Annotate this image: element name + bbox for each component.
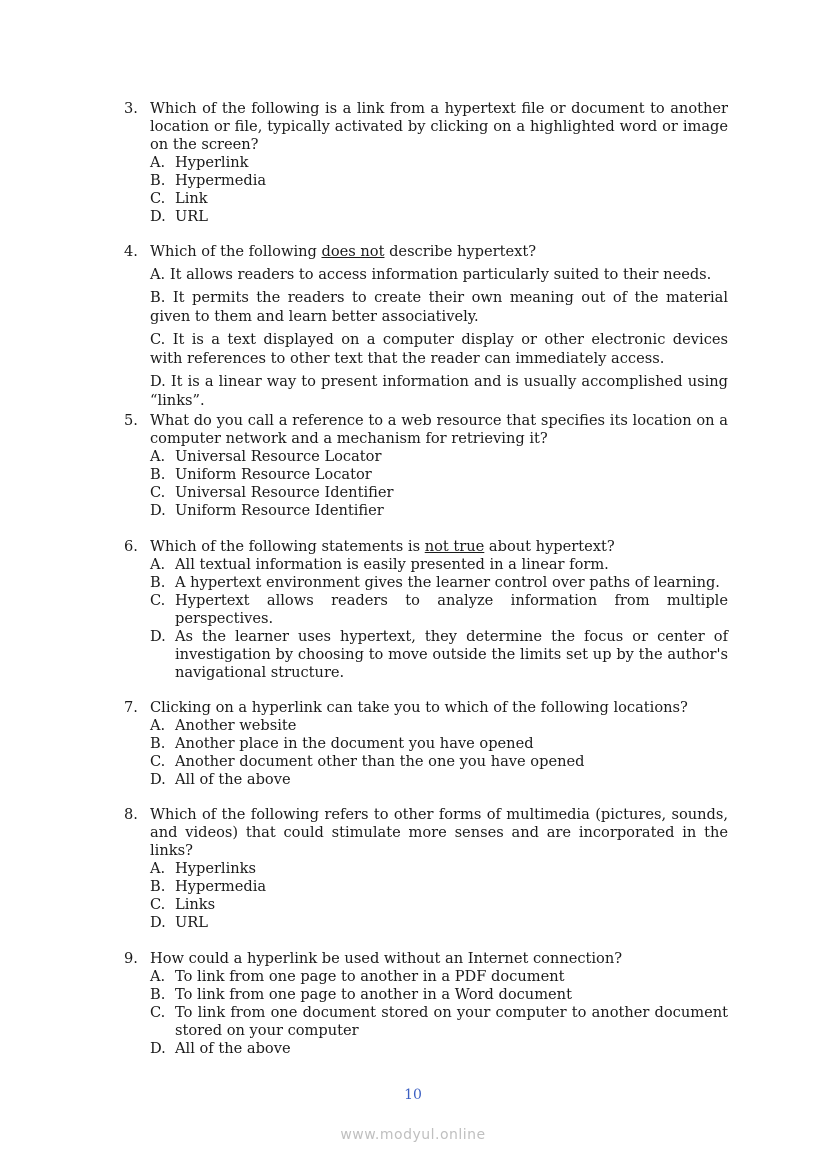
option-b: B. To link from one page to another in a Word document — [150, 986, 572, 1003]
question-6 — [124, 538, 728, 682]
options-list — [150, 717, 728, 789]
question-8 — [124, 806, 728, 932]
watermark: www.modyul.online — [340, 1127, 486, 1143]
question-7 — [124, 699, 728, 789]
option-a: A. Universal Resource Locator — [150, 448, 382, 465]
question-text: Which of the following does not describe hypertext? — [150, 243, 537, 260]
option-b: B. It permits the readers to create their own meaning out of the material given to them and learn better associatively. — [150, 288, 728, 325]
option-b: B. Uniform Resource Locator — [150, 466, 372, 483]
options-list — [150, 968, 728, 1058]
options-list — [150, 154, 728, 226]
question-3 — [124, 100, 728, 226]
option-d: D. All of the above — [150, 771, 291, 788]
options-list — [150, 556, 728, 682]
question-number: 7. — [124, 699, 138, 716]
question-text: Which of the following statements is not true about hypertext? — [150, 538, 615, 555]
option-c: C. Hypertext allows readers to analyze information from multiple perspectives. — [150, 592, 728, 627]
question-text: Clicking on a hyperlink can take you to which of the following locations? — [150, 699, 688, 716]
option-d: D. URL — [150, 208, 208, 225]
question-9 — [124, 950, 728, 1058]
option-a: A. To link from one page to another in a PDF document — [150, 968, 565, 985]
option-d: D. Uniform Resource Identifier — [150, 502, 384, 519]
option-d: D. As the learner uses hypertext, they determine the focus or center of investigation by choosing to move outside the limits set up by the author's navigational structure. — [150, 628, 728, 681]
option-b: B. Hypermedia — [150, 172, 267, 189]
question-5 — [124, 412, 728, 520]
option-a: A. It allows readers to access information particularly suited to their needs. — [150, 266, 712, 283]
question-4 — [124, 243, 728, 411]
option-d: D. It is a linear way to present information and is usually accomplished using “links”. — [150, 372, 728, 409]
option-c: C. Universal Resource Identifier — [150, 484, 394, 501]
question-text: Which of the following refers to other forms of multimedia (pictures, sounds, and videos) that could stimulate more senses and are incorporated in the links? — [150, 806, 728, 859]
option-a: A. Hyperlink — [150, 154, 249, 171]
option-c: C. To link from one document stored on your computer to another document stored on your computer — [150, 1004, 728, 1039]
question-number: 3. — [124, 100, 138, 117]
option-c: C. It is a text displayed on a computer display or other electronic devices with references to other text that the reader can immediately access. — [150, 330, 728, 367]
underlined-phrase: not true — [424, 538, 485, 555]
question-number: 6. — [124, 538, 138, 555]
option-a: A. Another website — [150, 717, 297, 734]
option-c: C. Another document other than the one you have opened — [150, 753, 585, 770]
option-b: B. Another place in the document you have opened — [150, 735, 534, 752]
options-list — [124, 265, 728, 411]
option-c: C. Link — [150, 190, 208, 207]
option-d: D. All of the above — [150, 1040, 291, 1057]
question-number: 4. — [124, 243, 138, 260]
question-text: Which of the following is a link from a hypertext file or document to another location or file, typically activated by clicking on a highlighted word or image on the screen? — [150, 100, 728, 153]
underlined-phrase: does not — [321, 243, 385, 260]
question-number: 9. — [124, 950, 138, 967]
question-text: How could a hyperlink be used without an Internet connection? — [150, 950, 623, 967]
option-a: A. Hyperlinks — [150, 860, 256, 877]
option-a: A. All textual information is easily presented in a linear form. — [150, 556, 609, 573]
option-d: D. URL — [150, 914, 208, 931]
page-number: 10 — [404, 1087, 422, 1103]
question-number: 5. — [124, 412, 138, 429]
option-b: B. Hypermedia — [150, 878, 267, 895]
option-b: B. A hypertext environment gives the learner control over paths of learning. — [150, 574, 720, 591]
options-list — [150, 860, 728, 932]
question-number: 8. — [124, 806, 138, 823]
options-list — [150, 448, 728, 520]
option-c: C. Links — [150, 896, 216, 913]
question-text: What do you call a reference to a web resource that specifies its location on a computer network and a mechanism for retrieving it? — [150, 412, 728, 447]
